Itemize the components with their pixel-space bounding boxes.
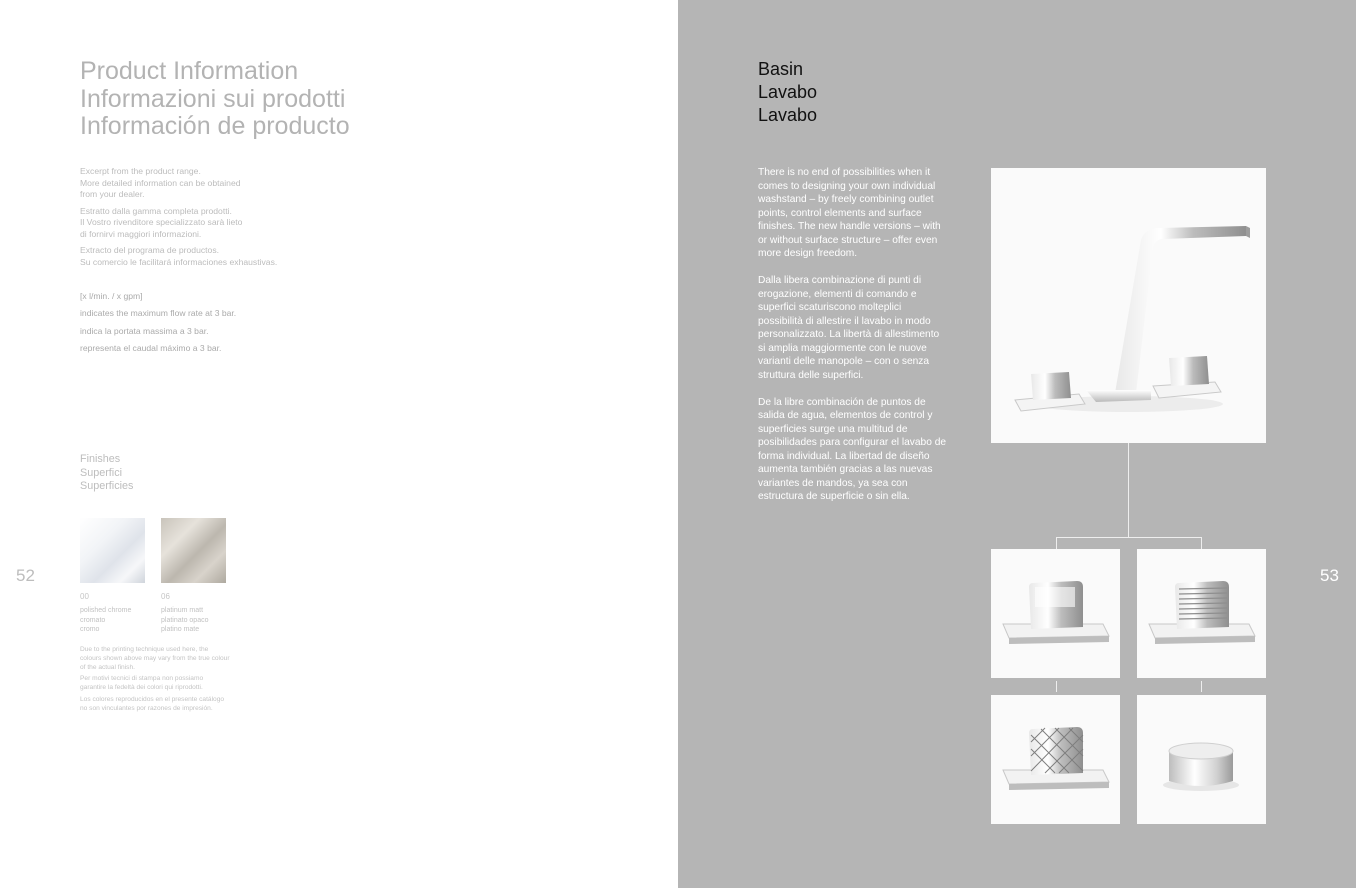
- title-es: Información de producto: [80, 112, 350, 140]
- product-information-title: [80, 58, 350, 141]
- disclaimer-es: Los colores reproducidos en el presente catálogo no son vinculantes por razones de impresión.: [80, 695, 225, 712]
- flow-es: representa el caudal máximo a 3 bar.: [80, 342, 222, 353]
- finishes-it: Superfici: [80, 466, 123, 479]
- finish-names: [161, 606, 231, 635]
- connector-line: [1201, 537, 1202, 549]
- basin-en: Basin: [758, 59, 804, 79]
- disclaimer-it: Per motivi tecnici di stampa non possiamo garantire la fedeltà dei colori qui riprodotti.: [80, 675, 204, 692]
- finish-name-en: polished chrome: [80, 607, 132, 614]
- finish-name-it: platinato opaco: [161, 616, 209, 624]
- description-it: Dalla libera combinazione di punti di erogazione, elementi di comando e superfici scaturiscono molteplici possibilità di allestire il lavabo in modo personalizzato. La libertà di allestimento si amplia maggiormente con le nuove varianti delle manopole – con o senza struttura delle superfici.: [758, 275, 940, 381]
- flow-rate-legend: [80, 291, 236, 360]
- page-number-left: 52: [16, 566, 35, 585]
- title-en: Product Information: [80, 57, 299, 85]
- finishes-heading: [80, 453, 133, 494]
- lined-handle-illustration: [1137, 549, 1266, 678]
- flow-unit: [x l/min. / x gpm]: [80, 291, 143, 301]
- finish-name-en: platinum matt: [161, 607, 204, 614]
- connector-line: [1128, 443, 1129, 538]
- finish-chrome: [80, 518, 150, 635]
- intro-en: Excerpt from the product range. More detailed information can be obtained from your dealer.: [80, 166, 241, 199]
- chrome-swatch: [80, 518, 145, 583]
- basin-it: Lavabo: [758, 82, 818, 102]
- faucet-illustration: [991, 168, 1266, 443]
- round-handle-illustration: [1137, 695, 1266, 824]
- finishes-en: Finishes: [80, 453, 121, 465]
- finish-names: [80, 606, 150, 635]
- colour-disclaimer: [80, 646, 230, 717]
- title-it: Informazioni sui prodotti: [80, 84, 346, 113]
- description-en: There is no end of possibilities when it comes to designing your own individual washstand – by freely combining outlet points, control elements and surface finishes. The new handle versions – with or without surface structure – offer even more design freedom.: [758, 167, 941, 259]
- connector-line: [1056, 537, 1202, 538]
- finish-name-es: platino mate: [161, 626, 200, 633]
- connector-line: [1056, 681, 1057, 692]
- flow-it: indica la portata massima a 3 bar.: [80, 325, 209, 336]
- basin-es: Lavabo: [758, 105, 818, 125]
- handle-variant-lined: [1137, 549, 1266, 678]
- handle-variant-round: [1137, 695, 1266, 824]
- disclaimer-en: Due to the printing technique used here, the colours shown above may vary from the true colour of the actual finish.: [80, 646, 230, 671]
- intro-text: [80, 166, 320, 273]
- finish-name-it: cromato: [80, 616, 106, 624]
- basin-mixer-photo: [991, 168, 1266, 443]
- finish-platinum: [161, 518, 231, 635]
- page-number-right: 53: [1320, 566, 1339, 585]
- handle-variant-diamond: [991, 695, 1120, 824]
- smooth-handle-illustration: [991, 549, 1120, 678]
- platinum-swatch: [161, 518, 226, 583]
- intro-it: Estratto dalla gamma completa prodotti. Il Vostro rivenditore specializzato sarà lieto di fornirvi maggiori informazioni.: [80, 205, 243, 239]
- finish-code: 00: [80, 592, 89, 601]
- connector-line: [1056, 537, 1057, 549]
- intro-es: Extracto del programa de productos. Su comercio le facilitará informaciones exhaustivas.: [80, 245, 278, 267]
- finish-name-es: cromo: [80, 626, 100, 633]
- flow-en: indicates the maximum flow rate at 3 bar.: [80, 308, 237, 319]
- handle-variant-smooth: [991, 549, 1120, 678]
- description-es: De la libre combinación de puntos de salida de agua, elementos de control y superficies surge una multitud de posibilidades para configurar el lavabo de forma individual. La libertad de diseño aumenta también gracias a las nuevas variantes de mandos, ya sea con estructura de superficie o sin ella.: [758, 396, 947, 502]
- basin-title: [758, 58, 817, 127]
- basin-description: [758, 166, 948, 517]
- finish-code: 06: [161, 592, 170, 601]
- connector-line: [1201, 681, 1202, 692]
- finishes-es: Superficies: [80, 480, 134, 492]
- diamond-handle-illustration: [991, 695, 1120, 824]
